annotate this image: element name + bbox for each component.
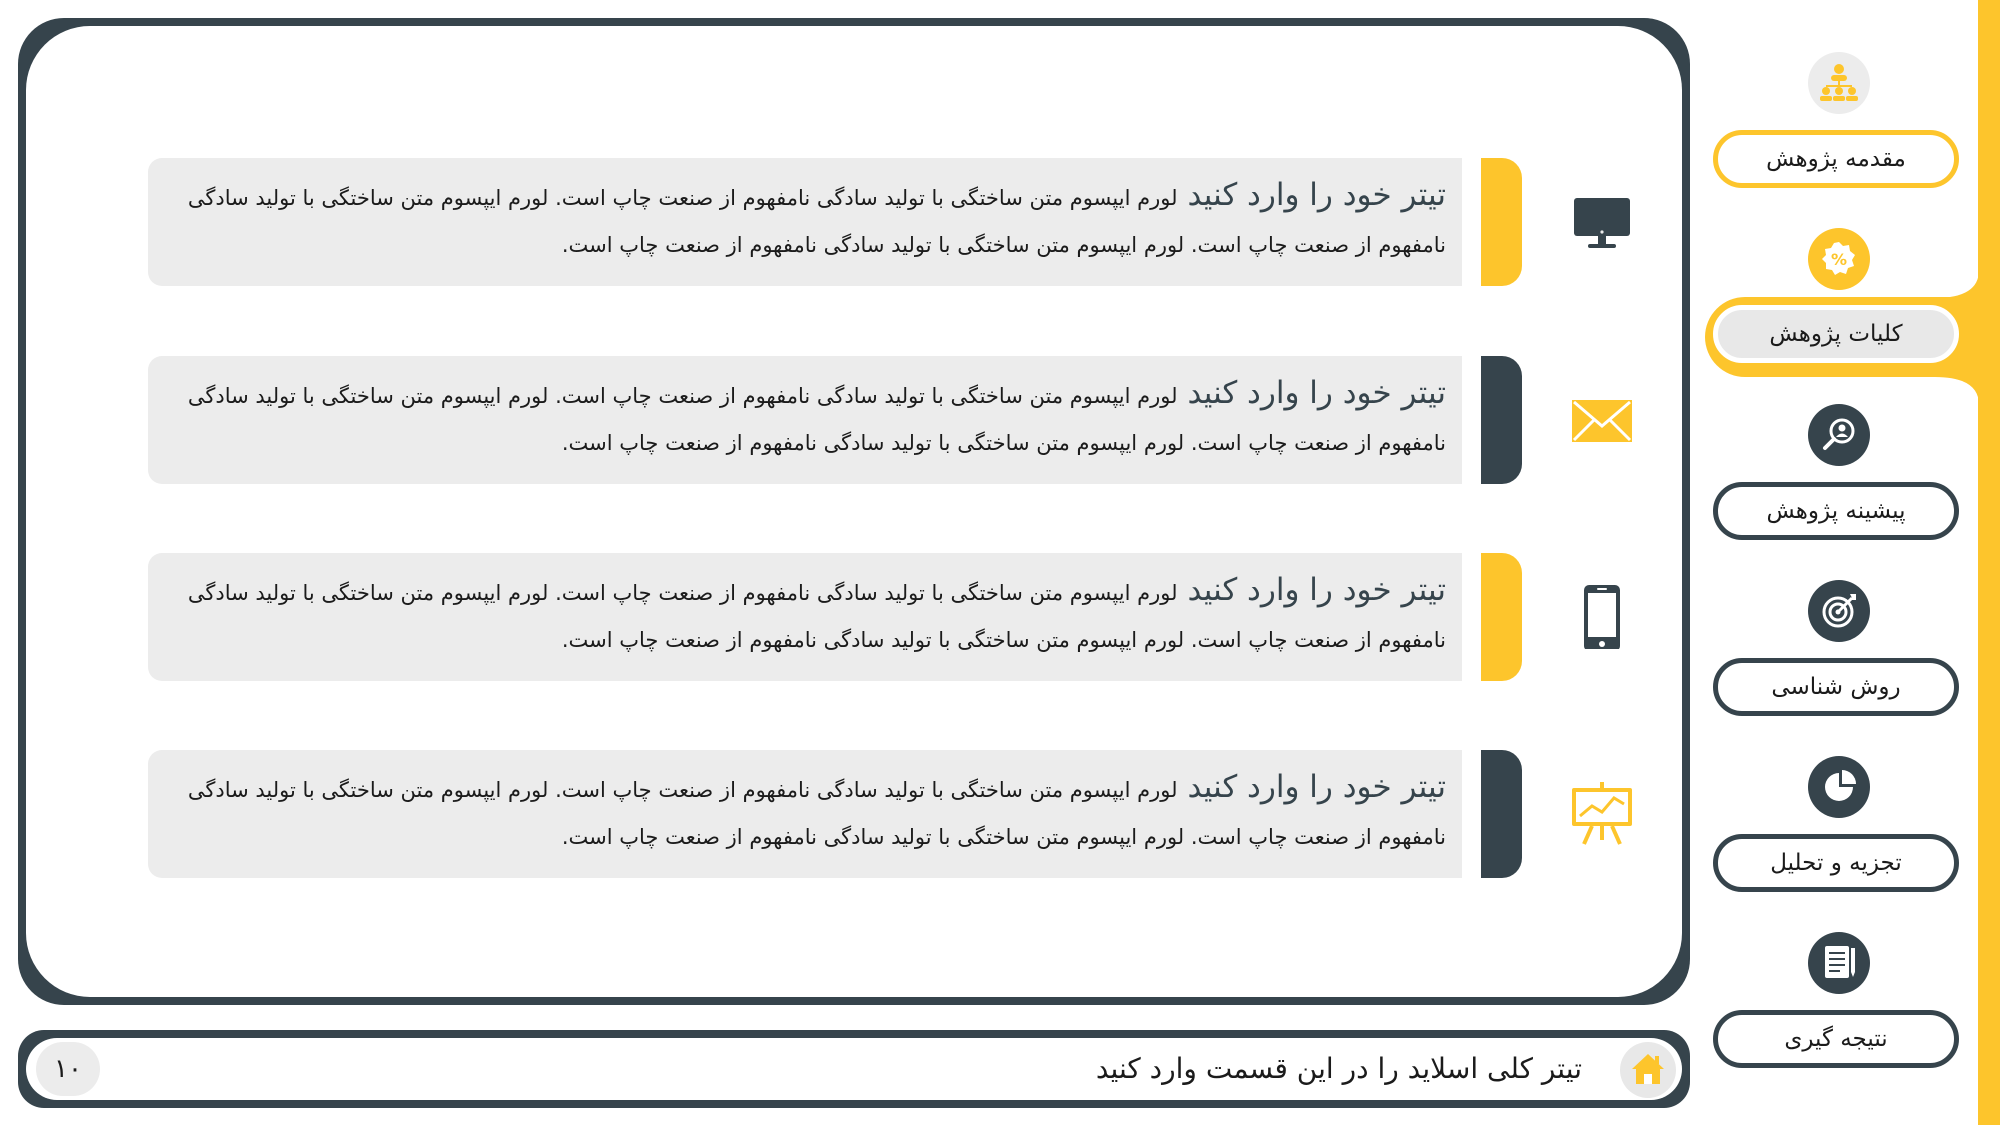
card-body-text: لورم ایپسوم متن ساختگی با تولید سادگی نامفهوم از صنعت چاپ است. لورم ایپسوم متن ساختگی با تولید سادگی نامفهوم از صنعت چاپ است. لورم ایپسوم متن ساختگی با تولید سادگی نامفهوم از صنعت چاپ است. — [187, 186, 1446, 257]
content-card — [148, 158, 1520, 286]
envelope-icon — [1570, 388, 1634, 452]
percent-badge-icon — [1808, 228, 1870, 290]
content-card — [148, 356, 1520, 484]
presentation-board-icon — [1570, 782, 1634, 846]
sidebar-icon-circle — [1808, 756, 1870, 818]
sidebar-item-analysis[interactable] — [1713, 834, 1959, 892]
sidebar-item-label: مقدمه پژوهش — [1766, 146, 1906, 172]
card-body — [148, 356, 1462, 484]
page-number: ۱۰ — [36, 1042, 100, 1096]
sidebar-icon-circle — [1808, 932, 1870, 994]
card-tab — [1481, 356, 1522, 484]
content-card — [148, 750, 1520, 878]
sidebar-icon-circle — [1808, 404, 1870, 466]
content-card — [148, 553, 1520, 681]
card-text — [180, 764, 1446, 861]
sidebar-item-literature[interactable] — [1713, 482, 1959, 540]
card-tab — [1481, 158, 1522, 286]
user-search-icon — [1808, 404, 1870, 466]
footer-bar — [18, 1030, 1690, 1108]
active-item-curve-top — [1935, 270, 1979, 298]
home-button[interactable] — [1620, 1042, 1676, 1098]
card-title: تیتر خود را وارد کنید — [1187, 769, 1446, 805]
sidebar-item-methodology[interactable] — [1713, 658, 1959, 716]
monitor-icon — [1570, 190, 1634, 254]
sidebar-item-label: روش شناسی — [1771, 674, 1901, 700]
accent-stripe — [1978, 0, 2000, 1125]
card-title: تیتر خود را وارد کنید — [1187, 572, 1446, 608]
card-text — [180, 567, 1446, 664]
card-body — [148, 750, 1462, 878]
sidebar-icon-circle — [1808, 228, 1870, 290]
card-body — [148, 158, 1462, 286]
svg-text:%: % — [1830, 250, 1848, 269]
smartphone-icon — [1570, 585, 1634, 649]
card-body-text: لورم ایپسوم متن ساختگی با تولید سادگی نامفهوم از صنعت چاپ است. لورم ایپسوم متن ساختگی با تولید سادگی نامفهوم از صنعت چاپ است. لورم ایپسوم متن ساختگی با تولید سادگی نامفهوم از صنعت چاپ است. — [187, 581, 1446, 652]
sidebar-icon-circle — [1808, 580, 1870, 642]
content-area — [26, 26, 1682, 997]
slide-title: تیتر کلی اسلاید را در این قسمت وارد کنید — [1095, 1052, 1582, 1085]
card-text — [180, 172, 1446, 269]
footer-inner — [26, 1038, 1682, 1100]
card-tab — [1481, 553, 1522, 681]
pie-chart-icon — [1808, 756, 1870, 818]
sidebar-item-introduction[interactable] — [1713, 130, 1959, 188]
sidebar-icon-circle — [1808, 52, 1870, 114]
sidebar-item-label: تجزیه و تحلیل — [1770, 850, 1902, 876]
active-item-curve-bottom — [1935, 377, 1979, 405]
sidebar-item-conclusion[interactable] — [1713, 1010, 1959, 1068]
sidebar-item-overview[interactable] — [1713, 305, 1959, 363]
card-tab — [1481, 750, 1522, 878]
sidebar-item-label: پیشینه پژوهش — [1766, 498, 1906, 524]
card-body-text: لورم ایپسوم متن ساختگی با تولید سادگی نامفهوم از صنعت چاپ است. لورم ایپسوم متن ساختگی با تولید سادگی نامفهوم از صنعت چاپ است. لورم ایپسوم متن ساختگی با تولید سادگی نامفهوم از صنعت چاپ است. — [187, 778, 1446, 849]
card-text — [180, 370, 1446, 467]
card-body — [148, 553, 1462, 681]
content-frame — [18, 18, 1690, 1005]
card-title: تیتر خود را وارد کنید — [1187, 375, 1446, 411]
home-icon — [1620, 1042, 1676, 1098]
org-chart-icon — [1808, 52, 1870, 114]
target-icon — [1808, 580, 1870, 642]
card-body-text: لورم ایپسوم متن ساختگی با تولید سادگی نامفهوم از صنعت چاپ است. لورم ایپسوم متن ساختگی با تولید سادگی نامفهوم از صنعت چاپ است. لورم ایپسوم متن ساختگی با تولید سادگی نامفهوم از صنعت چاپ است. — [187, 384, 1446, 455]
sidebar-item-label: نتیجه گیری — [1784, 1026, 1888, 1052]
sidebar-item-label: کلیات پژوهش — [1769, 321, 1903, 347]
card-title: تیتر خود را وارد کنید — [1187, 177, 1446, 213]
report-icon — [1808, 932, 1870, 994]
